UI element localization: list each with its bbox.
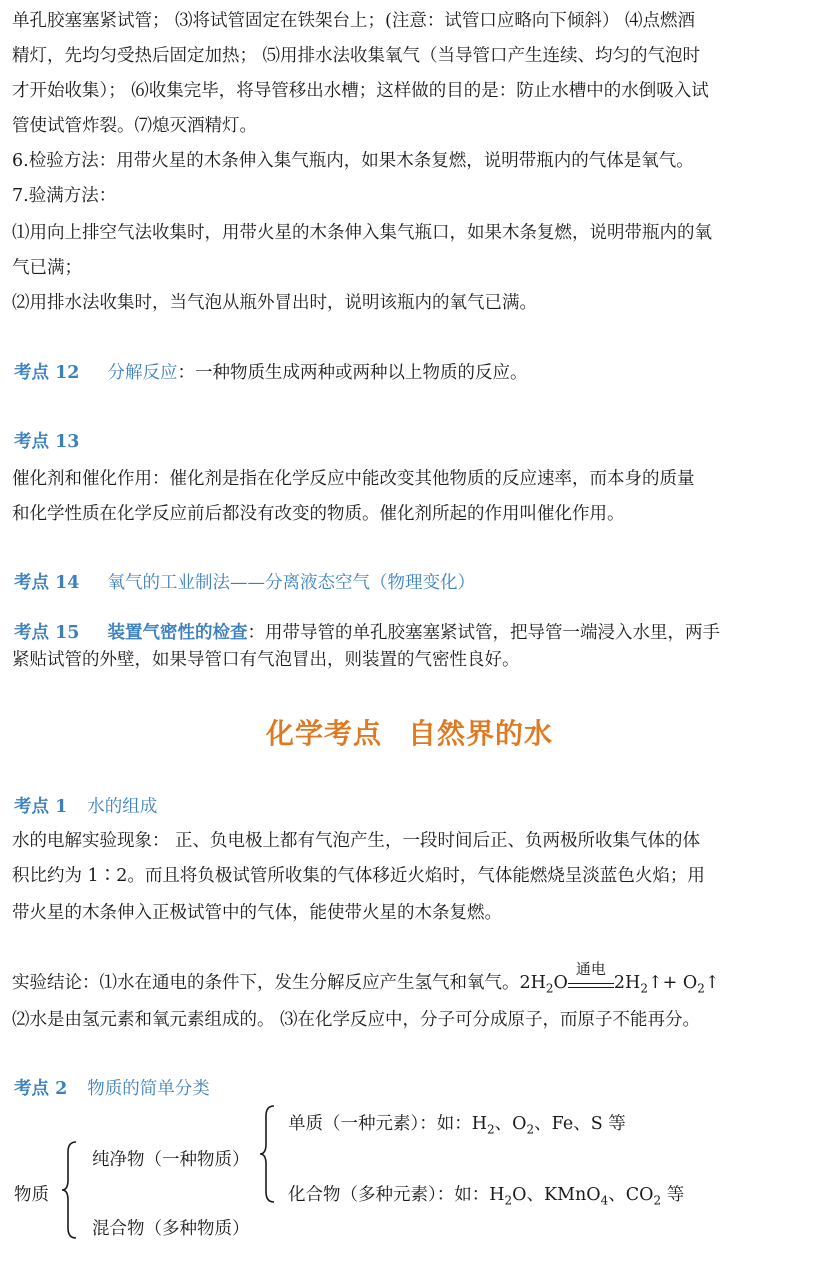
kd14-title: 氧气的工业制法——分离液态空气（物理变化） [107, 573, 475, 593]
kd2-heading [14, 1074, 210, 1104]
kd12-label: 考点 12 [14, 363, 80, 383]
compound-end: 等 [661, 1185, 685, 1205]
kd13-label: 考点 13 [14, 432, 80, 452]
intro-line-2: 精灯，先均匀受热后固定加热； ⑸用排水法收集氧气（当导管口产生连续、均匀的气泡时 [12, 46, 701, 66]
kd15-label: 考点 15 [14, 623, 80, 643]
kd13-line-2: 和化学性质在化学反应前后都没有改变的物质。催化剂所起的作用叫催化作用。 [12, 504, 625, 524]
eq-right-1: 2H [613, 973, 641, 993]
kd1-line-2: 积比约为 1∶2。而且将负极试管所收集的气体移近火焰时，气体能燃烧呈淡蓝色火焰；用 [12, 866, 705, 886]
intro-line-4: 管使试管炸裂。⑺熄灭酒精灯。 [12, 116, 257, 136]
kd1-conclusion-2: ⑵水是由氢元素和氧元素组成的。 ⑶在化学反应中，分子可分成原子，而原子不能再分。 [12, 1010, 701, 1030]
conclusion-prefix: 实验结论：⑴水在通电的条件下，发生分解反应产生氢气和氧气。 [12, 973, 520, 993]
pure-brace [258, 1104, 276, 1204]
compound-sub-3: 2 [653, 1193, 662, 1208]
section-title-part1: 化学考点 [265, 717, 382, 750]
kd15-line-2: 紧贴试管的外壁，如果导管口有气泡冒出，则装置的气密性良好。 [12, 650, 520, 670]
compound-sub-1: 2 [504, 1193, 513, 1208]
root-brace [60, 1140, 78, 1240]
equation [519, 960, 720, 1007]
compound-mid-2: 、CO [608, 1185, 654, 1205]
full-method-2: ⑵用排水法收集时，当气泡从瓶外冒出时，说明该瓶内的氧气已满。 [12, 293, 537, 313]
section-title [0, 712, 819, 752]
kd13-line-1: 催化剂和催化作用：催化剂是指在化学反应中能改变其他物质的反应速率，而本身的质量 [12, 469, 695, 489]
intro-line-1: 单孔胶塞塞紧试管； ⑶将试管固定在铁架台上；(注意：试管口应略向下倾斜） ⑷点燃酒 [12, 11, 695, 31]
eq-left: 2H [519, 973, 546, 993]
kd1-label: 考点 1 [14, 797, 68, 817]
kd15-title: 装置气密性的检查 [107, 623, 248, 643]
intro-line-3: 才开始收集）； ⑹收集完毕，将导管移出水槽；这样做的目的是：防止水槽中的水倒吸入试 [12, 81, 709, 101]
kd1-line-3: 带火星的木条伸入正极试管中的气体，能使带火星的木条复燃。 [12, 903, 502, 923]
kd14-heading [14, 568, 475, 598]
kd1-heading [14, 792, 157, 822]
element-sub-2: 2 [526, 1122, 535, 1137]
eq-right-2: ↑+ O [647, 973, 698, 993]
compound-mid-1: O、KMnO [512, 1185, 601, 1205]
kd12-heading [14, 358, 527, 388]
kd1-title: 水的组成 [87, 797, 158, 817]
eq-left-sub: 2 [545, 981, 554, 996]
eq-right-2-sub: 2 [697, 981, 705, 996]
kd2-title: 物质的简单分类 [87, 1079, 210, 1099]
tree-mixture: 混合物（多种物质） [92, 1219, 250, 1239]
test-method: 6.检验方法：用带火星的木条伸入集气瓶内，如果木条复燃，说明带瓶内的气体是氧气。 [12, 151, 694, 171]
element-text: 单质（一种元素）：如：H [288, 1114, 488, 1134]
kd13-heading [14, 427, 79, 457]
compound-sub-2: 4 [600, 1193, 609, 1208]
tree-root: 物质 [14, 1185, 49, 1205]
kd1-line-1: 水的电解实验现象： 正、负电极上都有气泡产生，一段时间后正、负两极所收集气体的体 [12, 831, 701, 851]
full-method-heading: 7.验满方法： [12, 186, 117, 206]
element-end: 、Fe、S 等 [534, 1114, 626, 1134]
eq-right-1-sub: 2 [640, 981, 648, 996]
eq-arrow [568, 960, 614, 988]
tree-element [288, 1109, 626, 1145]
kd12-text: ：一种物质生成两种或两种以上物质的反应。 [177, 363, 528, 383]
full-method-1a: ⑴用向上排空气法收集时，用带火星的木条伸入集气瓶口，如果木条复燃，说明带瓶内的氧 [12, 223, 712, 243]
section-title-part2: 自然界的水 [408, 717, 554, 750]
tree-pure: 纯净物（一种物质） [92, 1150, 250, 1170]
kd1-conclusion [12, 960, 802, 1007]
element-mid: 、O [494, 1114, 527, 1134]
eq-right-3: ↑ [704, 973, 720, 993]
full-method-1b: 气已满； [12, 258, 82, 278]
kd15-text: ：用带导管的单孔胶塞塞紧试管，把导管一端浸入水里，两手 [247, 623, 720, 643]
eq-left-end: O [553, 973, 568, 993]
compound-text: 化合物（多种元素）：如：H [288, 1185, 505, 1205]
eq-condition: 通电 [575, 960, 606, 978]
kd2-label: 考点 2 [14, 1079, 68, 1099]
kd12-title: 分解反应 [107, 363, 178, 383]
kd14-label: 考点 14 [14, 573, 80, 593]
element-sub-1: 2 [487, 1122, 495, 1137]
tree-compound [288, 1180, 684, 1216]
